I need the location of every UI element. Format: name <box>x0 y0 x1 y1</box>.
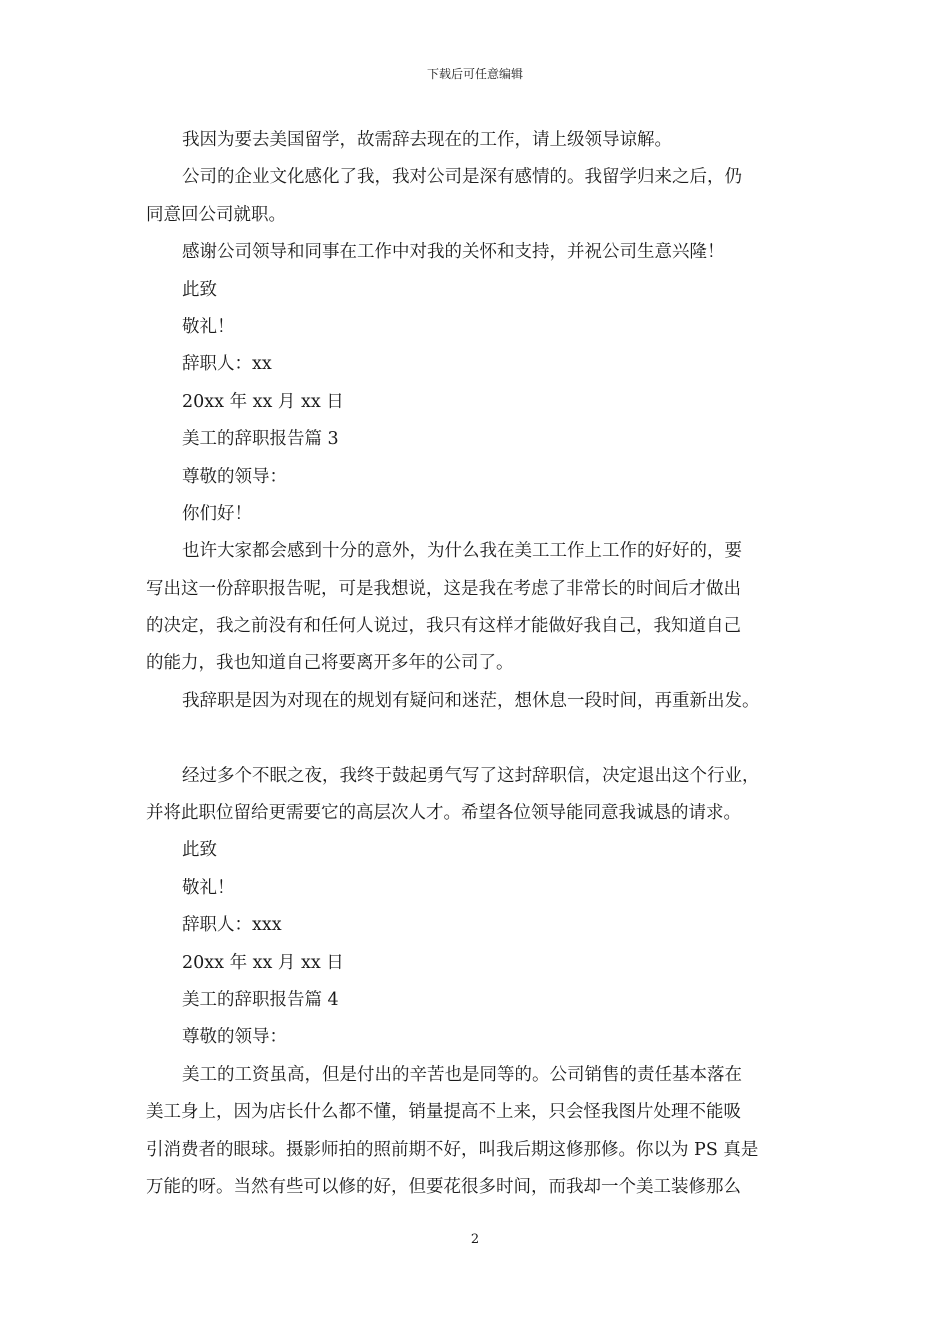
paragraph-line: 万能的呀。当然有些可以修的好，但要花很多时间，而我却一个美工装修那么 <box>146 1176 741 1197</box>
closing-regards: 敬礼！ <box>182 316 235 337</box>
section-title: 美工的辞职报告篇 4 <box>182 989 339 1010</box>
paragraph-line: 同意回公司就职。 <box>146 204 286 225</box>
paragraph-line: 美工身上，因为店长什么都不懂，销量提高不上来，只会怪我图片处理不能吸 <box>146 1102 741 1123</box>
paragraph-line: 写出这一份辞职报告呢，可是我想说，这是我在考虑了非常长的时间后才做出 <box>146 578 741 599</box>
blank-line <box>146 720 818 757</box>
closing-salutation: 此致 <box>182 279 217 300</box>
paragraph-line: 引消费者的眼球。摄影师拍的照前期不好，叫我后期这修那修。你以为 PS 真是 <box>146 1139 759 1160</box>
closing-salutation: 此致 <box>182 840 217 861</box>
greeting-line: 你们好！ <box>182 503 252 524</box>
paragraph-line: 的能力，我也知道自己将要离开多年的公司了。 <box>146 653 514 674</box>
paragraph-line: 的决定，我之前没有和任何人说过，我只有这样才能做好我自己，我知道自己 <box>146 616 741 637</box>
paragraph-line: 也许大家都会感到十分的意外，为什么我在美工工作上工作的好好的，要 <box>182 541 742 562</box>
greeting-line: 尊敬的领导： <box>182 1027 287 1048</box>
closing-regards: 敬礼！ <box>182 877 235 898</box>
page-number: 2 <box>470 1232 480 1247</box>
paragraph-line: 并将此职位留给更需要它的高层次人才。希望各位领导能同意我诚恳的请求。 <box>146 803 741 824</box>
date-line: 20xx 年 xx 月 xx 日 <box>182 952 344 973</box>
paragraph-line: 经过多个不眠之夜，我终于鼓起勇气写了这封辞职信，决定退出这个行业， <box>182 765 760 786</box>
paragraph-line: 我因为要去美国留学，故需辞去现在的工作，请上级领导谅解。 <box>182 130 672 150</box>
signature-line: 辞职人：xxx <box>182 915 282 936</box>
paragraph-line: 公司的企业文化感化了我，我对公司是深有感情的。我留学归来之后，仍 <box>182 167 742 188</box>
signature-line: 辞职人：xx <box>182 354 272 375</box>
date-line: 20xx 年 xx 月 xx 日 <box>182 391 344 412</box>
page-header: 下载后可任意编辑 <box>426 67 523 81</box>
paragraph-line: 感谢公司领导和同事在工作中对我的关怀和支持，并祝公司生意兴隆！ <box>182 242 725 263</box>
document-body <box>146 122 818 1206</box>
paragraph-line: 我辞职是因为对现在的规划有疑问和迷茫，想休息一段时间，再重新出发。 <box>182 690 760 711</box>
paragraph-line: 美工的工资虽高，但是付出的辛苦也是同等的。公司销售的责任基本落在 <box>182 1064 742 1085</box>
section-title: 美工的辞职报告篇 3 <box>182 429 339 450</box>
greeting-line: 尊敬的领导： <box>182 466 287 487</box>
